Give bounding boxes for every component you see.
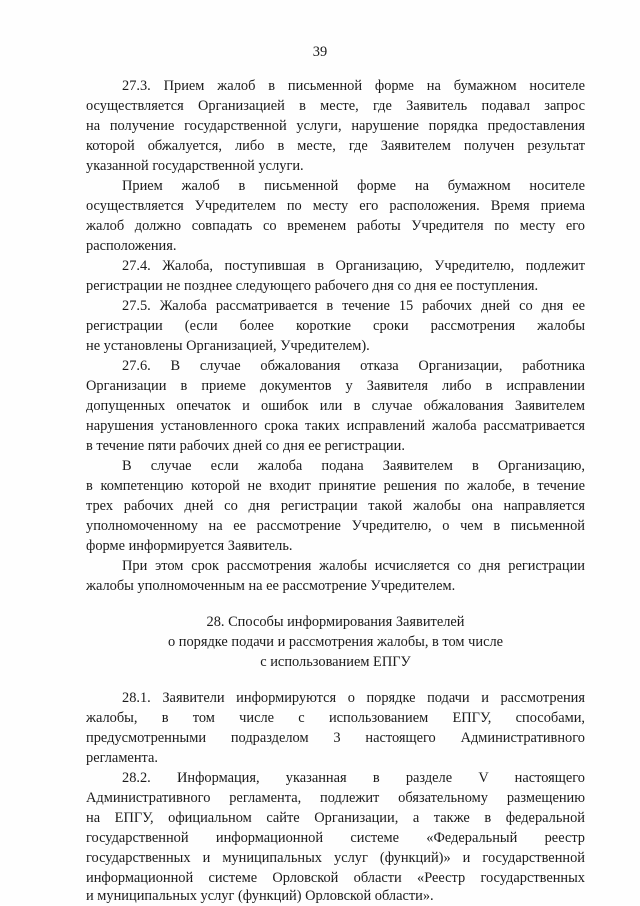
text-line: регламента. bbox=[86, 750, 158, 766]
text-line: трех рабочих дней со дня регистрации такой жалобы она направляется bbox=[86, 498, 585, 514]
text-line: 27.5. Жалоба рассматривается в течение 15 рабочих дней со дня ее bbox=[122, 298, 585, 314]
text-line: 27.4. Жалоба, поступившая в Организацию, Учредителю, подлежит bbox=[122, 258, 585, 274]
text-line: Организации в приеме документов у Заявителя либо в исправлении bbox=[86, 378, 585, 394]
text-line: информационной системе Орловской области «Реестр государственных bbox=[86, 870, 585, 886]
section-heading-line: о порядке подачи и рассмотрения жалобы, в том числе bbox=[167, 634, 504, 650]
text-line: Административного регламента, подлежит обязательному размещению bbox=[86, 790, 585, 806]
text-line: жалоб должно совпадать со временем работы Учредителя по месту его bbox=[86, 218, 585, 234]
text-line: на ЕПГУ, официальном сайте Организации, а также в федеральной bbox=[86, 810, 585, 826]
text-line: государственной информационной системе «Федеральный реестр bbox=[86, 830, 585, 846]
text-line: допущенных опечаток и ошибок или в случае обжалования Заявителем bbox=[86, 398, 585, 414]
text-line: форме информируется Заявитель. bbox=[86, 538, 293, 554]
text-line: При этом срок рассмотрения жалобы исчисляется со дня регистрации bbox=[122, 558, 585, 574]
text-line: 27.6. В случае обжалования отказа Организации, работника bbox=[122, 358, 585, 374]
text-line: в течение пяти рабочих дней со дня ее регистрации. bbox=[86, 438, 405, 454]
text-line: которой обжалуется, либо в месте, где Заявителем получен результат bbox=[86, 138, 585, 154]
text-line: 28.2. Информация, указанная в разделе V настоящего bbox=[122, 770, 585, 786]
section-heading-line: с использованием ЕПГУ bbox=[260, 654, 411, 670]
text-line: жалобы, в том числе с использованием ЕПГУ, способами, bbox=[86, 710, 585, 726]
text-line: не установлены Организацией, Учредителем). bbox=[86, 338, 370, 354]
text-line: уполномоченному на ее рассмотрение Учредителю, о чем в письменной bbox=[86, 518, 585, 534]
text-line: указанной государственной услуги. bbox=[86, 158, 304, 174]
text-line: 27.3. Прием жалоб в письменной форме на бумажном носителе bbox=[122, 78, 585, 94]
text-line: государственных и муниципальных услуг (функций)» и государственной bbox=[86, 850, 585, 866]
text-line: в компетенцию которой не входит принятие решения по жалобе, в течение bbox=[86, 478, 585, 494]
text-line: регистрации не позднее следующего рабочего дня со дня ее поступления. bbox=[86, 278, 539, 294]
page-number: 39 bbox=[312, 44, 328, 60]
section-heading-line: 28. Способы информирования Заявителей bbox=[206, 614, 465, 630]
text-line: нарушения установленного срока таких исправлений жалоба рассматривается bbox=[86, 418, 585, 434]
text-line: и муниципальных услуг (функций) Орловской области». bbox=[86, 888, 434, 904]
text-line: осуществляется Учредителем по месту его расположения. Время приема bbox=[86, 198, 585, 214]
text-line: жалобы уполномоченным на ее рассмотрение Учредителем. bbox=[86, 578, 456, 594]
text-line: расположения. bbox=[86, 238, 177, 254]
text-line: предусмотренными подразделом 3 настоящего Административного bbox=[86, 730, 585, 746]
text-line: на получение государственной услуги, нарушение порядка предоставления bbox=[86, 118, 585, 134]
text-line: осуществляется Организацией в месте, где Заявитель подавал запрос bbox=[86, 98, 585, 114]
text-line: Прием жалоб в письменной форме на бумажном носителе bbox=[122, 178, 585, 194]
text-line: регистрации (если более короткие сроки рассмотрения жалобы bbox=[86, 318, 585, 334]
text-line: 28.1. Заявители информируются о порядке подачи и рассмотрения bbox=[122, 690, 585, 706]
text-line: В случае если жалоба подана Заявителем в Организацию, bbox=[122, 458, 585, 474]
